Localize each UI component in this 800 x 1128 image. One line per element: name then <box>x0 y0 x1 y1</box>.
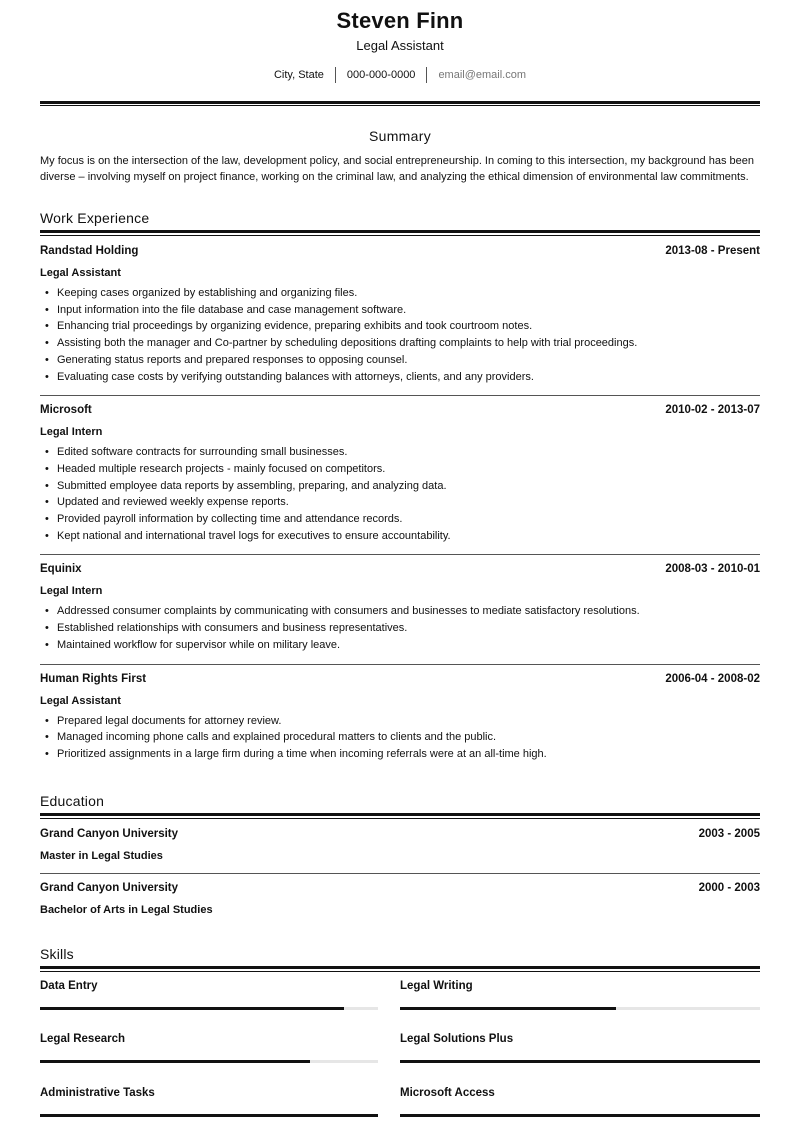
resume-header <box>40 0 760 106</box>
job-title: Legal Intern <box>40 426 103 439</box>
education-section <box>40 793 760 917</box>
duties-list <box>40 603 760 653</box>
skill-name: Microsoft Access <box>400 1086 495 1099</box>
skill-level-fill <box>40 1060 310 1063</box>
list-item: • Enhancing trial proceedings by organizing evidence, preparing exhibits and took courtroom notes. <box>40 318 760 335</box>
list-item: • Keeping cases organized by establishing and organizing files. <box>40 285 760 302</box>
skill-level-fill <box>40 1114 378 1117</box>
contact-location: City, State <box>273 69 324 81</box>
entry-divider <box>40 554 760 555</box>
list-item: • Headed multiple research projects - mainly focused on competitors. <box>40 461 760 478</box>
skill-name: Legal Writing <box>400 979 473 992</box>
education-entry <box>40 827 760 863</box>
list-item: • Managed incoming phone calls and explained procedural matters to clients and the public. <box>40 729 760 746</box>
degree: Master in Legal Studies <box>40 849 163 862</box>
school-name: Grand Canyon University <box>40 881 179 894</box>
entry-divider <box>40 873 760 874</box>
skills-grid <box>40 972 760 1128</box>
work-experience-section <box>40 210 760 763</box>
section-rule <box>40 230 760 236</box>
employment-dates: 2008-03 - 2010-01 <box>665 563 760 576</box>
list-item: • Evaluating case costs by verifying outstanding balances with attorneys, clients, and any providers. <box>40 369 760 386</box>
job-title: Legal Assistant <box>40 694 121 707</box>
skill-level-track <box>400 1060 760 1063</box>
company-name: Randstad Holding <box>40 245 139 257</box>
skill-name: Data Entry <box>40 979 98 992</box>
skill-level-fill <box>400 1007 616 1010</box>
candidate-name: Steven Finn <box>336 8 464 33</box>
list-item: • Prepared legal documents for attorney review. <box>40 713 760 730</box>
summary-text: My focus is on the intersection of the law, development policy, and social entrepreneurship. In coming to this intersection, my background has been diverse – involving myself on project finance, working on the criminal law, and analyzing the ethical dimension of environmental law commitments. <box>40 155 754 183</box>
duties-list <box>40 713 760 763</box>
skill-name: Legal Solutions Plus <box>400 1033 514 1046</box>
education-dates: 2003 - 2005 <box>698 827 760 840</box>
education-entry <box>40 881 760 917</box>
summary-heading: Summary <box>369 128 431 144</box>
education-dates: 2000 - 2003 <box>698 881 760 894</box>
contact-line <box>40 67 760 83</box>
work-entry <box>40 244 760 385</box>
company-name: Human Rights First <box>40 672 147 685</box>
resume-page <box>40 0 760 1128</box>
entry-divider <box>40 664 760 665</box>
employment-dates: 2006-04 - 2008-02 <box>665 672 760 685</box>
job-title: Legal Intern <box>40 585 103 598</box>
summary-section <box>40 128 760 185</box>
list-item: • Provided payroll information by collecting time and attendance records. <box>40 511 760 528</box>
skills-heading: Skills <box>40 945 74 962</box>
company-name: Microsoft <box>40 404 92 417</box>
list-item: • Updated and reviewed weekly expense reports. <box>40 494 760 511</box>
work-entry <box>40 672 760 763</box>
skill-level-fill <box>400 1114 760 1117</box>
contact-phone: 000-000-0000 <box>346 69 416 81</box>
skill-name: Legal Research <box>40 1033 126 1046</box>
work-experience-heading: Work Experience <box>40 210 150 226</box>
skill-level-track <box>40 1007 378 1010</box>
skill-level-fill <box>400 1060 760 1063</box>
degree: Bachelor of Arts in Legal Studies <box>40 903 213 916</box>
work-entry <box>40 403 760 544</box>
skill-item <box>400 1025 760 1079</box>
skill-level-track <box>40 1060 378 1063</box>
skill-item <box>400 1079 760 1128</box>
employment-dates: 2013-08 - Present <box>665 245 760 257</box>
skill-item <box>40 972 378 1026</box>
education-heading: Education <box>40 792 105 809</box>
skill-level-track <box>400 1114 760 1117</box>
skill-name: Administrative Tasks <box>40 1086 155 1099</box>
skill-level-fill <box>40 1007 344 1010</box>
employment-dates: 2010-02 - 2013-07 <box>665 404 760 417</box>
job-title: Legal Assistant <box>40 267 121 279</box>
duties-list <box>40 444 760 544</box>
work-entry <box>40 562 760 653</box>
list-item: • Established relationships with consumers and business representatives. <box>40 620 760 637</box>
list-item: • Addressed consumer complaints by communicating with consumers and businesses to mediate satisfactory resolutions. <box>40 603 760 620</box>
list-item: • Prioritized assignments in a large firm during a time when incoming referrals were at an all-time high. <box>40 746 760 763</box>
entry-divider <box>40 395 760 396</box>
section-rule <box>40 813 760 819</box>
skill-item <box>400 972 760 1026</box>
list-item: • Input information into the file database and case management software. <box>40 302 760 319</box>
list-item: • Assisting both the manager and Co-partner by scheduling depositions drafting complaints to help with trial proceedings. <box>40 335 760 352</box>
skill-item <box>40 1025 378 1079</box>
candidate-title: Legal Assistant <box>356 38 444 53</box>
skills-section <box>40 946 760 1128</box>
duties-list <box>40 285 760 385</box>
list-item: • Submitted employee data reports by assembling, preparing, and analyzing data. <box>40 478 760 495</box>
skill-level-track <box>40 1114 378 1117</box>
company-name: Equinix <box>40 563 82 576</box>
list-item: • Maintained workflow for supervisor while on military leave. <box>40 637 760 654</box>
skill-level-track <box>400 1007 760 1010</box>
contact-email[interactable]: email@email.com <box>438 69 527 81</box>
skill-item <box>40 1079 378 1128</box>
list-item: • Generating status reports and prepared responses to opposing counsel. <box>40 352 760 369</box>
list-item: • Edited software contracts for surrounding small businesses. <box>40 444 760 461</box>
school-name: Grand Canyon University <box>40 827 179 840</box>
header-rule <box>40 101 760 106</box>
list-item: • Kept national and international travel logs for executives to ensure accountability. <box>40 528 760 545</box>
